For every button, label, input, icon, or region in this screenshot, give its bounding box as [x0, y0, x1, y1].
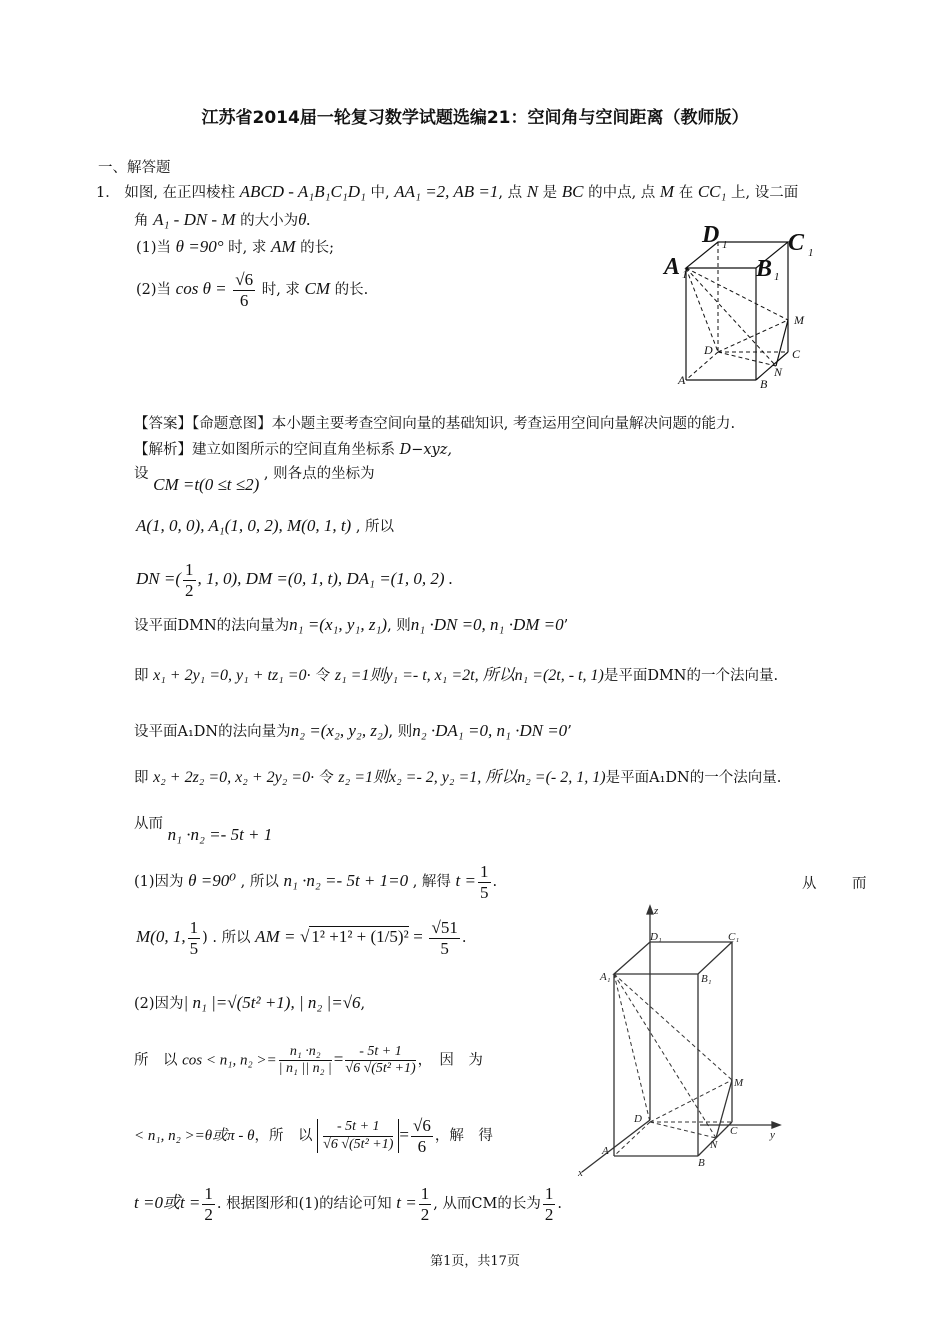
question-text: 的长;	[300, 240, 335, 256]
label-d1-sub: 1	[722, 239, 728, 251]
step-text: · 令	[310, 770, 334, 786]
question-text: 时, 求	[228, 240, 267, 256]
step-12	[134, 1044, 483, 1077]
math-eq: x₁ + 2y₁ =0, y₁ + tz₁ =0	[153, 667, 307, 684]
fraction	[202, 1184, 215, 1224]
step-13	[134, 1116, 493, 1156]
page-title: 江苏省2014届一轮复习数学试题选编21：空间角与空间距离（教师版）	[201, 108, 749, 128]
step-text: ’	[567, 724, 572, 740]
math-eq: z₂ =1则x₂ =- 2, y₂ =1, 所以n₂ =(- 2, 1, 1)	[338, 769, 606, 786]
fraction-numerator: 1	[544, 1184, 554, 1203]
math-equals: =	[333, 1049, 344, 1069]
math-dihedral: A₁ - DN - M	[153, 210, 236, 229]
question-2	[136, 270, 368, 310]
problem-line-2	[134, 209, 311, 230]
step-text: 设平面A₁DN的法向量为	[134, 724, 291, 740]
problem-text: 上, 设二面	[731, 185, 799, 201]
fraction-numerator: - 5t + 1	[323, 1119, 393, 1136]
math-m: M	[659, 182, 675, 201]
step-text: ’	[563, 618, 569, 634]
step-text: .	[492, 874, 498, 891]
prism-figure-2	[570, 900, 790, 1180]
step-text: · 令	[306, 668, 331, 684]
step-4	[134, 614, 568, 635]
math-theta: θ =90⁰	[188, 871, 237, 891]
step-text: ，所 以	[254, 1128, 313, 1145]
label-d: D	[704, 343, 713, 357]
problem-line-1	[96, 181, 798, 202]
step-14	[134, 1184, 562, 1224]
math-given: AA₁ =2, AB =1	[394, 182, 499, 201]
fraction-denominator: 2	[420, 1204, 430, 1224]
fraction-denominator: √6 √(5t² +1)	[323, 1136, 394, 1152]
step-text: .	[557, 1196, 562, 1213]
math-vector: DN =(	[136, 569, 181, 589]
fraction-denominator: 6	[239, 290, 249, 310]
step-text: ， 因 为	[417, 1052, 483, 1069]
absolute-value	[317, 1119, 399, 1152]
label-c: C	[792, 347, 801, 361]
step-text: 设	[134, 466, 149, 482]
step-text: 是平面A₁DN的一个法向量.	[605, 770, 782, 786]
step-text: (2)因为	[134, 996, 184, 1012]
math-cm: CM	[304, 279, 331, 299]
fraction-denominator: | n₁ || n₂ |	[278, 1061, 332, 1077]
question-text: (1)当	[136, 240, 172, 256]
label-a: A	[678, 373, 686, 387]
math-dot: n₁ ·DN =0, n₁ ·DM =0	[410, 615, 564, 634]
label-x: x	[578, 1167, 583, 1179]
math-t: t =	[396, 1193, 417, 1213]
step-9-tail-2: 而	[852, 876, 867, 892]
math-t: t =0或t =	[134, 1193, 201, 1213]
label-m: M	[794, 313, 804, 327]
sqrt-symbol: √	[300, 927, 310, 947]
math-dot-product: n₁ ·n₂ =- 5t + 1	[167, 825, 273, 844]
problem-text: 是	[542, 185, 558, 201]
fraction-numerator: √51	[431, 918, 458, 937]
label-b1-sub: 1	[774, 271, 780, 283]
step-11	[134, 992, 365, 1013]
fraction	[323, 1119, 393, 1152]
analysis-text: 【解析】建立如图所示的空间直角坐标系	[134, 442, 395, 458]
math-normal: n₂ =(x₂, y₂, z₂)	[290, 721, 389, 740]
label-d: D	[634, 1113, 642, 1125]
problem-text: 中,	[370, 185, 390, 201]
answer-line: 【答案】【命题意图】本小题主要考查空间向量的基础知识, 考查运用空间向量解决问题的能力.	[134, 416, 736, 432]
step-2	[136, 515, 394, 536]
math-normal: n₁ =(x₁, y₁, z₁)	[289, 615, 388, 634]
fraction-denominator: 2	[185, 580, 194, 600]
fraction-denominator: 5	[189, 938, 199, 958]
step-6	[134, 720, 572, 741]
label-m: M	[734, 1077, 744, 1089]
label-z: z	[654, 905, 659, 917]
fraction-numerator: 1	[420, 1184, 430, 1203]
fraction-numerator: 1	[480, 862, 489, 881]
math-bc: BC	[561, 182, 584, 201]
label-b: B	[698, 1157, 705, 1169]
math-radicand: 1² +1² + (1/5)²	[311, 927, 409, 947]
fraction-numerator: 1	[185, 560, 194, 579]
fraction-denominator: √6 √(5t² +1)	[345, 1061, 416, 1077]
math-cos: cos θ =	[175, 279, 227, 299]
step-7	[134, 764, 781, 787]
fraction	[429, 918, 459, 958]
problem-text: 的大小为	[240, 213, 299, 229]
fraction-denominator: 2	[204, 1204, 213, 1224]
math-angle: < n₁, n₂ >=θ或π - θ	[134, 1128, 255, 1145]
step-5	[134, 662, 778, 685]
math-t: t =	[455, 871, 476, 891]
math-dot: n₂ ·DA₁ =0, n₁ ·DN =0	[412, 721, 568, 740]
fraction-denominator: 6	[417, 1136, 427, 1156]
label-d1: D₁	[650, 931, 662, 943]
fraction-numerator: - 5t + 1	[345, 1044, 415, 1061]
step-text: 是平面DMN的一个法向量.	[603, 668, 779, 684]
step-text: (1)因为	[134, 874, 184, 891]
label-n: N	[710, 1139, 718, 1151]
math-equals: =	[413, 927, 423, 947]
label-n: N	[774, 365, 783, 379]
analysis-line	[134, 438, 452, 459]
math-eq: n₁ ·n₂ =- 5t + 1=0	[283, 871, 409, 891]
step-text: ,	[360, 996, 366, 1012]
step-text: , 解得	[412, 874, 451, 891]
math-theta: θ.	[298, 210, 311, 229]
math-norms: | n₁ |=√(5t² +1), | n₂ |=√6	[183, 993, 361, 1012]
fraction-numerator: 1	[189, 918, 199, 937]
step-text: , 所以	[240, 874, 279, 891]
fraction-numerator: 1	[204, 1184, 213, 1203]
math-point: M(0, 1,	[136, 927, 186, 947]
fraction	[419, 1184, 432, 1224]
step-text: . 根据图形和(1)的结论可知	[216, 1196, 392, 1213]
step-text: 设平面DMN的法向量为	[134, 618, 290, 634]
math-equals: =	[399, 1125, 409, 1145]
math-cm-range: CM =t(0 ≤t ≤2)	[153, 475, 260, 494]
step-text: , 从而CM的长为	[433, 1196, 541, 1213]
fraction-denominator: 2	[544, 1204, 554, 1224]
fraction	[233, 270, 255, 310]
fraction-numerator: √6	[412, 1116, 431, 1135]
step-9-tail-1: 从	[802, 876, 817, 892]
step-text: , 则	[388, 724, 413, 740]
step-1	[134, 462, 375, 494]
question-text: (2)当	[136, 282, 172, 299]
label-a1: A	[664, 254, 681, 280]
math-vector: , 1, 0), DM =(0, 1, t), DA₁ =(1, 0, 2) .	[197, 569, 453, 589]
step-8	[134, 812, 273, 844]
math-n: N	[526, 182, 539, 201]
problem-text: 角	[134, 213, 149, 229]
question-text: 时, 求	[261, 282, 300, 299]
math-condition: θ =90°	[175, 237, 224, 256]
step-text: 即	[134, 668, 149, 684]
label-y: y	[770, 1129, 775, 1141]
fraction-numerator: √6	[235, 270, 254, 289]
step-text: 从而	[134, 816, 163, 832]
problem-text: 在	[678, 185, 694, 201]
math-cos: cos < n₁, n₂ >=	[182, 1052, 277, 1069]
fraction-denominator: 5	[440, 938, 449, 958]
problem-text: 如图, 在正四棱柱	[124, 185, 236, 201]
math-points: A(1, 0, 0), A₁(1, 0, 2), M(0, 1, t)	[136, 516, 352, 535]
label-c: C	[730, 1125, 738, 1137]
label-a1-sub: 1	[682, 269, 688, 281]
step-9	[134, 862, 497, 902]
step-10	[136, 918, 466, 958]
label-b: B	[760, 377, 768, 391]
label-c1: C	[788, 230, 805, 256]
fraction	[279, 1044, 332, 1077]
math-cc1: CC₁	[697, 182, 727, 201]
problem-number: 1．	[96, 185, 120, 201]
step-text: ) . 所以	[202, 930, 251, 947]
math-eq: z₁ =1则y₁ =- t, x₁ =2t, 所以n₁ =(2t, - t, 1)	[334, 667, 604, 684]
fraction	[478, 862, 491, 902]
label-b1: B₁	[701, 973, 712, 985]
label-a1: A₁	[600, 971, 611, 983]
math-prism: ABCD - A₁B₁C₁D₁	[239, 182, 366, 201]
math-am: AM =	[255, 927, 296, 947]
step-text: , 所以	[355, 519, 395, 535]
label-a: A	[602, 1145, 609, 1157]
problem-text: , 点	[498, 185, 523, 201]
step-text: , 则	[387, 618, 411, 634]
fraction	[188, 918, 201, 958]
math-eq: x₂ + 2z₂ =0, x₂ + 2y₂ =0	[153, 769, 311, 786]
question-1	[136, 236, 334, 257]
problem-text: 的中点, 点	[588, 185, 656, 201]
label-c1-sub: 1	[808, 247, 814, 259]
step-text: 即	[134, 770, 149, 786]
step-text: .	[461, 930, 467, 947]
analysis-coord: D−xyz,	[399, 442, 453, 458]
fraction	[411, 1116, 433, 1156]
label-c1: C₁	[728, 931, 740, 943]
label-d1: D	[702, 222, 720, 248]
fraction-numerator: n₁ ·n₂	[279, 1044, 332, 1061]
step-text: 所 以	[134, 1052, 178, 1069]
math-am: AM	[270, 237, 296, 256]
fraction	[183, 560, 196, 600]
step-3	[136, 560, 453, 600]
fraction-denominator: 5	[480, 882, 489, 902]
section-heading: 一、解答题	[98, 160, 171, 176]
question-text: 的长.	[334, 282, 369, 299]
page-footer: 第1页，共17页	[430, 1254, 520, 1269]
prism-figure-1	[660, 220, 830, 395]
step-text: , 则各点的坐标为	[263, 466, 375, 482]
fraction	[543, 1184, 556, 1224]
fraction	[345, 1044, 415, 1077]
step-text: ，解 得	[434, 1128, 493, 1145]
label-b1: B	[756, 256, 773, 282]
